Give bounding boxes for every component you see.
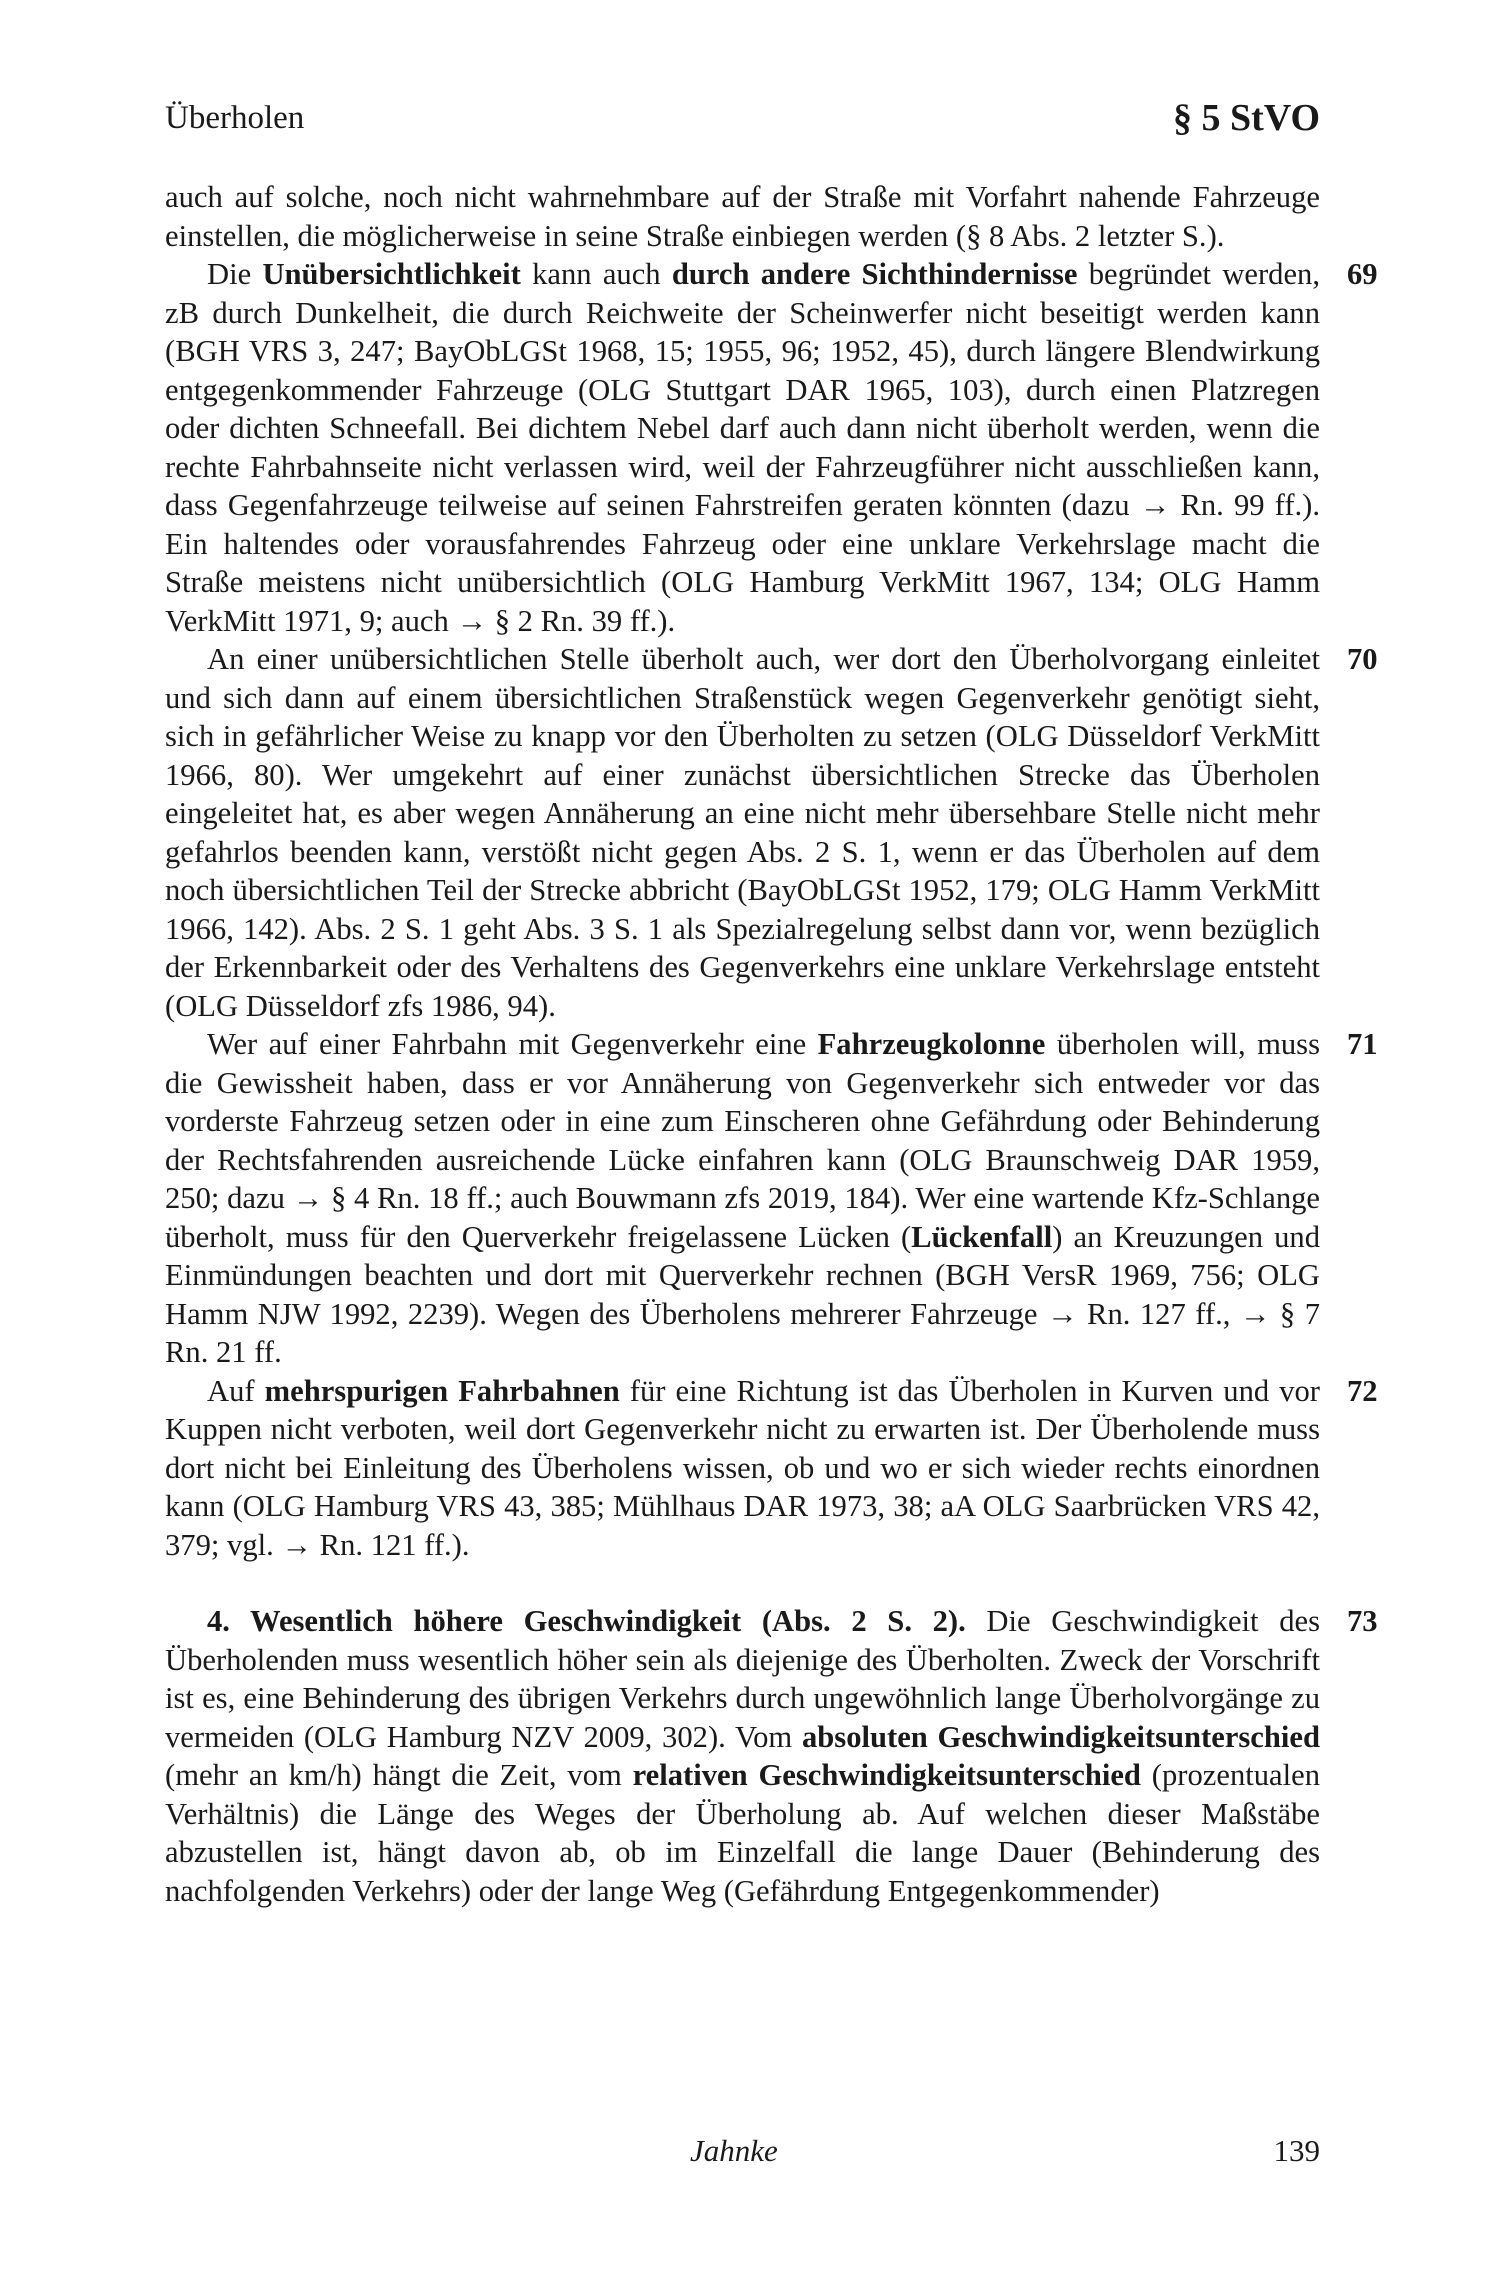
text-run: überholen will, muss die Gewissheit haben, dass er vor Annäherung von Gegenverkehr sich entweder vor das vorderste Fahrzeug setzen oder in eine zum Einscheren ohne Gefährdung oder Behinderung der Rechtsfahrenden ausreichende Lücke einfahren kann (OLG Braunschweig DAR 1959, 250; dazu → § 4 Rn. 18 ff.; auch Bouwmann zfs 2019, 184). Wer eine wartende Kfz-Schlange überholt, muss für den Querverkehr freigelassene Lücken ( [165, 1027, 1320, 1254]
text-run: Auf [207, 1373, 265, 1408]
margin-number: 70 [1347, 642, 1378, 676]
margin-number: 69 [1347, 257, 1378, 291]
bold-term: Unübersichtlichkeit [262, 257, 521, 291]
text-run: auch auf solche, noch nicht wahrnehmbare auf der Straße mit Vorfahrt nahende Fahrzeuge einstellen, die möglicherweise in seine Straße einbiegen werden (§ 8 Abs. 2 letzter S.). [165, 180, 1320, 253]
body-text [165, 178, 1378, 1910]
paragraph [165, 1025, 1378, 1372]
bold-term: durch andere Sichthindernisse [671, 257, 1078, 291]
bold-term: mehrspurigen Fahrbahnen [264, 1373, 620, 1408]
text-run: kann auch [520, 257, 672, 291]
bold-term: Fahrzeugkolonne [817, 1027, 1046, 1061]
paragraph [165, 1602, 1378, 1910]
text-run: (mehr an km/h) hängt die Zeit, vom [165, 1758, 633, 1792]
text-run: Die [207, 257, 263, 291]
margin-number: 73 [1347, 1604, 1378, 1638]
running-header-title: Überholen [165, 100, 305, 136]
bold-term: Lückenfall [911, 1219, 1053, 1254]
text-run: Wer auf einer Fahrbahn mit Gegenverkehr eine [207, 1027, 818, 1061]
margin-number: 71 [1347, 1027, 1378, 1061]
text-run: ) an Kreuzungen und Einmündungen beachten und dort mit Querverkehr rechnen (BGH VersR 1969, 756; OLG Hamm NJW 1992, 2239). Wegen des Überholens mehrerer Fahrzeuge → Rn. 127 ff., → § 7 Rn. 21 ff. [165, 1219, 1320, 1369]
text-run: für eine Richtung ist das Überholen in Kurven und vor Kuppen nicht verboten, weil dort Gegenverkehr nicht zu erwarten ist. Der Überholende muss dort nicht bei Einleitung des Überholens wissen, ob und wo er sich wieder rechts einordnen kann (OLG Hamburg VRS 43, 385; Mühlhaus DAR 1973, 38; aA OLG Saarbrücken VRS 42, 379; vgl. → Rn. 121 ff.). [165, 1373, 1320, 1562]
page-number: 139 [1273, 2133, 1320, 2168]
text-run: Die Geschwindigkeit des Überholenden muss wesentlich höher sein als diejenige des Überholten. Zweck der Vorschrift ist es, eine Behinderung des übrigen Verkehrs durch ungewöhnlich lange Überholvorgänge zu vermeiden (OLG Hamburg NZV 2009, 302). Vom [165, 1604, 1320, 1754]
margin-number: 72 [1347, 1373, 1378, 1408]
paragraph [165, 640, 1378, 1025]
text-run: begründet werden, zB durch Dunkelheit, die durch Reichweite der Scheinwerfer nicht beseitigt werden kann (BGH VRS 3, 247; BayObLGSt 1968, 15; 1955, 96; 1952, 45), durch längere Blendwirkung entgegenkommender Fahrzeuge (OLG Stuttgart DAR 1965, 103), durch einen Platzregen oder dichten Schneefall. Bei dichtem Nebel darf auch dann nicht überholt werden, wenn die rechte Fahrbahnseite nicht verlassen wird, weil der Fahrzeugführer nicht ausschließen kann, dass Gegenfahrzeuge teilweise auf seinen Fahrstreifen geraten könnten (dazu → Rn. 99 ff.). Ein haltendes oder vorausfahrendes Fahrzeug oder eine unklare Verkehrslage macht die Straße meistens nicht unübersichtlich (OLG Hamburg VerkMitt 1967, 134; OLG Hamm VerkMitt 1971, 9; auch → § 2 Rn. 39 ff.). [165, 257, 1321, 638]
bold-term: relativen Geschwindigkeitsunterschied [632, 1758, 1141, 1792]
paragraph [165, 1372, 1378, 1565]
bold-term: 4. Wesentlich höhere Geschwindigkeit (Abs. 2 S. 2). [207, 1604, 966, 1638]
running-header-section: § 5 StVO [1172, 97, 1320, 139]
footer-author: Jahnke [690, 2133, 778, 2168]
text-run: (prozentualen Verhältnis) die Länge des Weges der Überholung ab. Auf welchen dieser Maßstäbe abzustellen ist, hängt davon ab, ob im Einzelfall die lange Dauer (Behinderung des nachfolgenden Verkehrs) oder der lange Weg (Gefährdung Entgegenkommender) [165, 1758, 1320, 1908]
bold-term: absoluten Geschwindigkeitsunterschied [801, 1719, 1320, 1754]
paragraph [165, 178, 1320, 255]
text-run: An einer unübersichtlichen Stelle überholt auch, wer dort den Überholvorgang einleitet und sich dann auf einem übersichtlichen Straßenstück wegen Gegenverkehr genötigt sieht, sich in gefährlicher Weise zu knapp vor den Überholten zu setzen (OLG Düsseldorf VerkMitt 1966, 80). Wer umgekehrt auf einer zunächst übersichtlichen Strecke das Überholen eingeleitet hat, es aber wegen Annäherung an eine nicht mehr übersehbare Stelle nicht mehr gefahrlos beenden kann, verstößt nicht gegen Abs. 2 S. 1, wenn er das Überholen auf dem noch übersichtlichen Teil der Strecke abbricht (BayObLGSt 1952, 179; OLG Hamm VerkMitt 1966, 142). Abs. 2 S. 1 geht Abs. 3 S. 1 als Spezialregelung selbst dann vor, wenn bezüglich der Erkennbarkeit oder des Verhaltens des Gegenverkehrs eine unklare Verkehrslage entsteht (OLG Düsseldorf zfs 1986, 94). [165, 642, 1320, 1023]
paragraph [165, 255, 1378, 640]
